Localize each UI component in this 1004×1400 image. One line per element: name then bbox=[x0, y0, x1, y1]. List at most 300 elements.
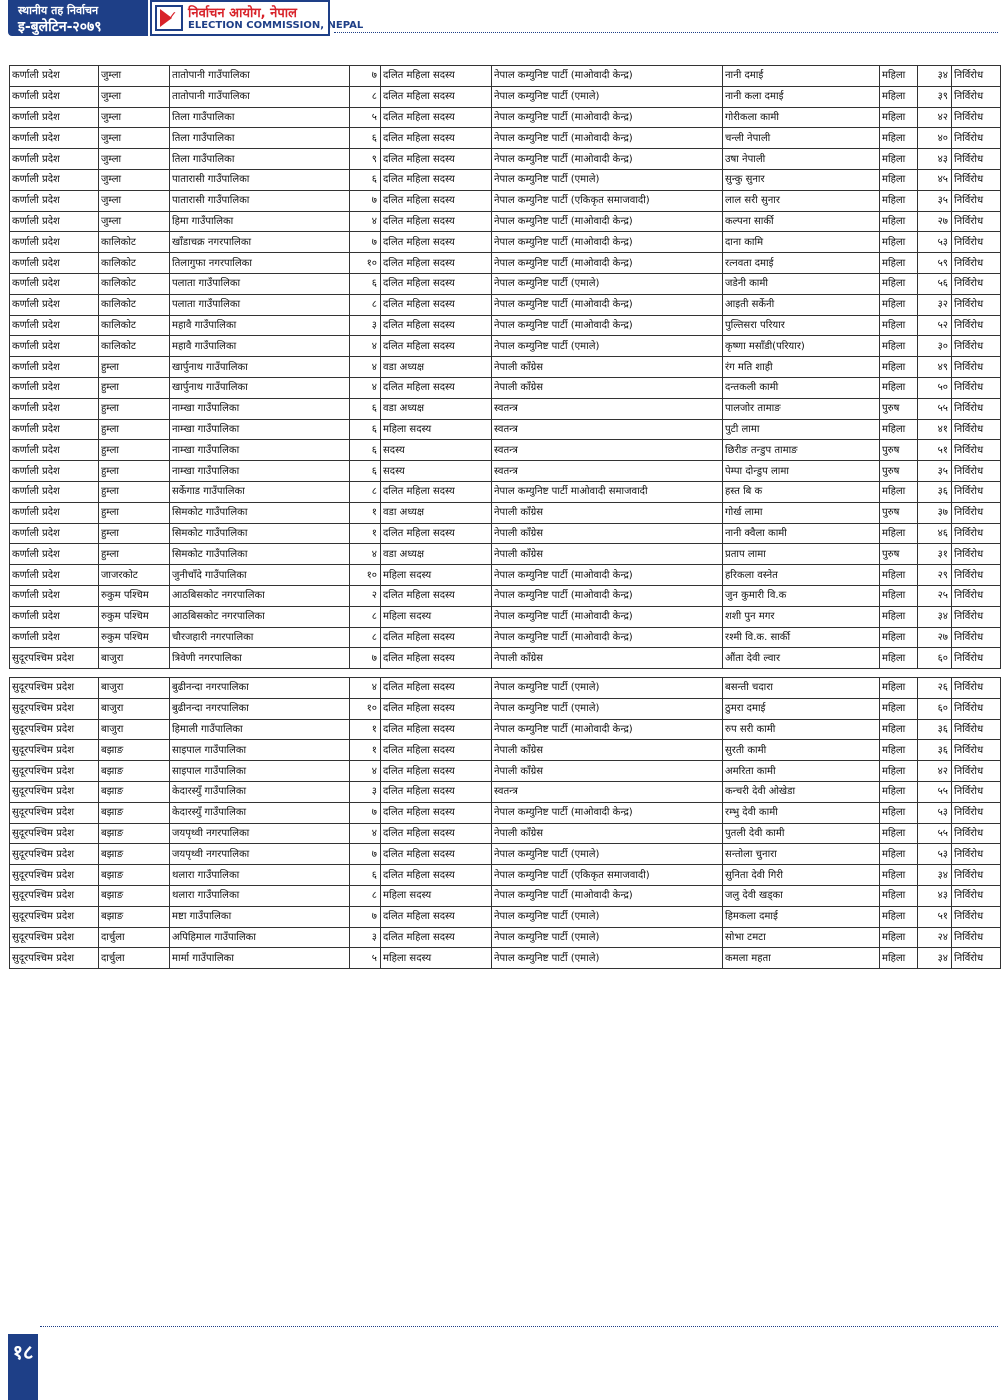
cell-candidate-name: सन्तोला चुनारा bbox=[723, 844, 880, 865]
cell-province: सुदूरपश्चिम प्रदेश bbox=[10, 844, 99, 865]
cell-candidate-name: कल्पना सार्की bbox=[723, 211, 880, 232]
cell-party: नेपाल कम्युनिष्ट पार्टी (माओवादी केन्द्र) bbox=[492, 232, 723, 253]
cell-gender: महिला bbox=[880, 336, 918, 357]
cell-local-level: तिलागुफा नगरपालिका bbox=[170, 253, 350, 274]
cell-gender: महिला bbox=[880, 606, 918, 627]
table-row bbox=[10, 648, 1001, 669]
cell-ward: ४ bbox=[350, 336, 381, 357]
table-row bbox=[10, 419, 1001, 440]
cell-party: नेपाल कम्युनिष्ट पार्टी (एकिकृत समाजवादी) bbox=[492, 190, 723, 211]
cell-age: ३४ bbox=[918, 606, 952, 627]
cell-age: २९ bbox=[918, 565, 952, 586]
cell-gender: महिला bbox=[880, 823, 918, 844]
cell-district: जुम्ला bbox=[99, 66, 170, 87]
cell-gender: महिला bbox=[880, 294, 918, 315]
cell-district: हुम्ला bbox=[99, 440, 170, 461]
cell-party: नेपाल कम्युनिष्ट पार्टी (एमाले) bbox=[492, 948, 723, 969]
cell-result: निर्विरोध bbox=[952, 906, 1001, 927]
cell-gender: महिला bbox=[880, 169, 918, 190]
cell-candidate-name: रंग मति शाही bbox=[723, 357, 880, 378]
cell-gender: महिला bbox=[880, 678, 918, 699]
cell-age: ५१ bbox=[918, 440, 952, 461]
table-row bbox=[10, 502, 1001, 523]
cell-candidate-name: उषा नेपाली bbox=[723, 149, 880, 170]
cell-district: बझाङ bbox=[99, 885, 170, 906]
cell-age: ३० bbox=[918, 336, 952, 357]
cell-post: दलित महिला सदस्य bbox=[381, 698, 492, 719]
cell-local-level: सिमकोट गाउँपालिका bbox=[170, 544, 350, 565]
cell-party: नेपाल कम्युनिष्ट पार्टी (माओवादी केन्द्र) bbox=[492, 211, 723, 232]
cell-province: कर्णाली प्रदेश bbox=[10, 107, 99, 128]
cell-party: नेपाली काँग्रेस bbox=[492, 544, 723, 565]
cell-post: दलित महिला सदस्य bbox=[381, 740, 492, 761]
cell-post: दलित महिला सदस्य bbox=[381, 627, 492, 648]
cell-province: सुदूरपश्चिम प्रदेश bbox=[10, 678, 99, 699]
cell-province: सुदूरपश्चिम प्रदेश bbox=[10, 906, 99, 927]
table-row bbox=[10, 86, 1001, 107]
cell-age: ४२ bbox=[918, 761, 952, 782]
cell-party: नेपाल कम्युनिष्ट पार्टी (माओवादी केन्द्र) bbox=[492, 128, 723, 149]
cell-local-level: खार्पुनाथ गाउँपालिका bbox=[170, 357, 350, 378]
cell-party: स्वतन्त्र bbox=[492, 461, 723, 482]
cell-province: सुदूरपश्चिम प्रदेश bbox=[10, 781, 99, 802]
cell-ward: ६ bbox=[350, 461, 381, 482]
cell-gender: महिला bbox=[880, 523, 918, 544]
cell-age: ३९ bbox=[918, 86, 952, 107]
cell-province: कर्णाली प्रदेश bbox=[10, 377, 99, 398]
cell-candidate-name: नानी कला दमाई bbox=[723, 86, 880, 107]
cell-province: कर्णाली प्रदेश bbox=[10, 169, 99, 190]
cell-party: नेपाली काँग्रेस bbox=[492, 761, 723, 782]
cell-candidate-name: जडेनी कामी bbox=[723, 273, 880, 294]
cell-age: ४५ bbox=[918, 169, 952, 190]
cell-ward: ३ bbox=[350, 315, 381, 336]
cell-local-level: तिला गाउँपालिका bbox=[170, 128, 350, 149]
cell-result: निर्विरोध bbox=[952, 253, 1001, 274]
cell-age: ६० bbox=[918, 698, 952, 719]
cell-province: सुदूरपश्चिम प्रदेश bbox=[10, 740, 99, 761]
cell-party: नेपाल कम्युनिष्ट पार्टी (एमाले) bbox=[492, 678, 723, 699]
cell-district: जुम्ला bbox=[99, 128, 170, 149]
cell-post: दलित महिला सदस्य bbox=[381, 781, 492, 802]
cell-local-level: हिमाली गाउँपालिका bbox=[170, 719, 350, 740]
commission-name-en: ELECTION COMMISSION, NEPAL bbox=[188, 20, 364, 31]
cell-province: कर्णाली प्रदेश bbox=[10, 273, 99, 294]
cell-age: ३४ bbox=[918, 865, 952, 886]
table-row bbox=[10, 781, 1001, 802]
cell-province: सुदूरपश्चिम प्रदेश bbox=[10, 761, 99, 782]
cell-age: ३७ bbox=[918, 502, 952, 523]
cell-local-level: सिमकोट गाउँपालिका bbox=[170, 502, 350, 523]
cell-party: नेपाल कम्युनिष्ट पार्टी (एकिकृत समाजवादी) bbox=[492, 865, 723, 886]
cell-candidate-name: सुन्कु सुनार bbox=[723, 169, 880, 190]
cell-gender: महिला bbox=[880, 627, 918, 648]
cell-post: दलित महिला सदस्य bbox=[381, 107, 492, 128]
cell-district: हुम्ला bbox=[99, 544, 170, 565]
cell-post: दलित महिला सदस्य bbox=[381, 294, 492, 315]
cell-ward: ४ bbox=[350, 211, 381, 232]
cell-party: नेपाल कम्युनिष्ट पार्टी (माओवादी केन्द्र) bbox=[492, 565, 723, 586]
cell-local-level: हिमा गाउँपालिका bbox=[170, 211, 350, 232]
cell-result: निर्विरोध bbox=[952, 502, 1001, 523]
cell-age: ४० bbox=[918, 128, 952, 149]
cell-result: निर्विरोध bbox=[952, 844, 1001, 865]
cell-post: दलित महिला सदस्य bbox=[381, 377, 492, 398]
cell-district: जुम्ला bbox=[99, 149, 170, 170]
cell-province: सुदूरपश्चिम प्रदेश bbox=[10, 948, 99, 969]
cell-candidate-name: जुन कुमारी वि.क bbox=[723, 585, 880, 606]
cell-district: कालिकोट bbox=[99, 315, 170, 336]
cell-province: कर्णाली प्रदेश bbox=[10, 606, 99, 627]
cell-candidate-name: पुल्तिसरा परियार bbox=[723, 315, 880, 336]
cell-ward: ६ bbox=[350, 865, 381, 886]
cell-ward: ८ bbox=[350, 86, 381, 107]
cell-result: निर्विरोध bbox=[952, 107, 1001, 128]
cell-province: कर्णाली प्रदेश bbox=[10, 66, 99, 87]
cell-age: ४९ bbox=[918, 357, 952, 378]
table-row bbox=[10, 927, 1001, 948]
cell-ward: ४ bbox=[350, 544, 381, 565]
cell-result: निर्विरोध bbox=[952, 627, 1001, 648]
cell-post: महिला सदस्य bbox=[381, 565, 492, 586]
cell-province: कर्णाली प्रदेश bbox=[10, 544, 99, 565]
cell-local-level: खाँडाचक्र नगरपालिका bbox=[170, 232, 350, 253]
cell-post: वडा अध्यक्ष bbox=[381, 544, 492, 565]
cell-ward: ७ bbox=[350, 648, 381, 669]
cell-ward: ३ bbox=[350, 781, 381, 802]
cell-district: रुकुम पश्चिम bbox=[99, 585, 170, 606]
results-table-2 bbox=[9, 677, 1001, 969]
page-header bbox=[8, 0, 998, 40]
cell-ward: ४ bbox=[350, 823, 381, 844]
cell-ward: ६ bbox=[350, 398, 381, 419]
table-row bbox=[10, 885, 1001, 906]
cell-district: हुम्ला bbox=[99, 481, 170, 502]
cell-province: कर्णाली प्रदेश bbox=[10, 149, 99, 170]
cell-local-level: पलाता गाउँपालिका bbox=[170, 273, 350, 294]
cell-candidate-name: सुरती कामी bbox=[723, 740, 880, 761]
cell-ward: ५ bbox=[350, 107, 381, 128]
table-row bbox=[10, 565, 1001, 586]
cell-result: निर्विरोध bbox=[952, 294, 1001, 315]
cell-district: हुम्ला bbox=[99, 502, 170, 523]
cell-party: स्वतन्त्र bbox=[492, 781, 723, 802]
cell-candidate-name: पालजोर तामाङ bbox=[723, 398, 880, 419]
cell-result: निर्विरोध bbox=[952, 523, 1001, 544]
cell-age: ४१ bbox=[918, 419, 952, 440]
cell-province: कर्णाली प्रदेश bbox=[10, 336, 99, 357]
cell-age: ३४ bbox=[918, 948, 952, 969]
cell-district: कालिकोट bbox=[99, 336, 170, 357]
cell-result: निर्विरोध bbox=[952, 740, 1001, 761]
cell-party: नेपाल कम्युनिष्ट पार्टी (माओवादी केन्द्र) bbox=[492, 253, 723, 274]
table-row bbox=[10, 948, 1001, 969]
cell-gender: महिला bbox=[880, 802, 918, 823]
cell-age: ४३ bbox=[918, 885, 952, 906]
cell-ward: ८ bbox=[350, 481, 381, 502]
table-row bbox=[10, 398, 1001, 419]
table-row bbox=[10, 232, 1001, 253]
cell-gender: महिला bbox=[880, 585, 918, 606]
cell-candidate-name: कन्चरी देवी ओखेडा bbox=[723, 781, 880, 802]
cell-party: नेपाली काँग्रेस bbox=[492, 823, 723, 844]
cell-province: कर्णाली प्रदेश bbox=[10, 481, 99, 502]
cell-post: वडा अध्यक्ष bbox=[381, 502, 492, 523]
cell-local-level: सर्केगाड गाउँपालिका bbox=[170, 481, 350, 502]
cell-ward: ७ bbox=[350, 802, 381, 823]
cell-ward: ६ bbox=[350, 419, 381, 440]
cell-party: नेपाल कम्युनिष्ट पार्टी (एमाले) bbox=[492, 844, 723, 865]
cell-result: निर्विरोध bbox=[952, 232, 1001, 253]
cell-district: बझाङ bbox=[99, 906, 170, 927]
cell-age: ५२ bbox=[918, 315, 952, 336]
table-row bbox=[10, 377, 1001, 398]
cell-province: कर्णाली प्रदेश bbox=[10, 128, 99, 149]
cell-ward: १० bbox=[350, 565, 381, 586]
cell-age: ६० bbox=[918, 648, 952, 669]
cell-age: ३२ bbox=[918, 294, 952, 315]
cell-gender: महिला bbox=[880, 107, 918, 128]
cell-age: ५३ bbox=[918, 844, 952, 865]
cell-district: बझाङ bbox=[99, 823, 170, 844]
cell-local-level: पातारासी गाउँपालिका bbox=[170, 190, 350, 211]
cell-post: सदस्य bbox=[381, 461, 492, 482]
cell-province: सुदूरपश्चिम प्रदेश bbox=[10, 823, 99, 844]
cell-district: बाजुरा bbox=[99, 648, 170, 669]
table-row bbox=[10, 440, 1001, 461]
cell-local-level: मार्मा गाउँपालिका bbox=[170, 948, 350, 969]
page-number: १८ bbox=[8, 1334, 38, 1400]
cell-gender: महिला bbox=[880, 906, 918, 927]
cell-post: दलित महिला सदस्य bbox=[381, 481, 492, 502]
cell-local-level: आठबिसकोट नगरपालिका bbox=[170, 606, 350, 627]
table-row bbox=[10, 678, 1001, 699]
cell-gender: महिला bbox=[880, 273, 918, 294]
cell-candidate-name: दन्तकली कामी bbox=[723, 377, 880, 398]
cell-age: ३६ bbox=[918, 481, 952, 502]
cell-result: निर्विरोध bbox=[952, 648, 1001, 669]
cell-candidate-name: चन्ली नेपाली bbox=[723, 128, 880, 149]
cell-result: निर्विरोध bbox=[952, 190, 1001, 211]
cell-candidate-name: हस्त बि क bbox=[723, 481, 880, 502]
commission-name-np: निर्वाचन आयोग, नेपाल bbox=[188, 6, 297, 21]
cell-local-level: तिला गाउँपालिका bbox=[170, 149, 350, 170]
cell-ward: ४ bbox=[350, 377, 381, 398]
cell-ward: ४ bbox=[350, 761, 381, 782]
cell-age: २४ bbox=[918, 927, 952, 948]
cell-province: कर्णाली प्रदेश bbox=[10, 461, 99, 482]
cell-local-level: जुनीचाँदे गाउँपालिका bbox=[170, 565, 350, 586]
cell-district: जुम्ला bbox=[99, 190, 170, 211]
cell-party: नेपाल कम्युनिष्ट पार्टी (माओवादी केन्द्र) bbox=[492, 802, 723, 823]
cell-party: स्वतन्त्र bbox=[492, 419, 723, 440]
cell-ward: १० bbox=[350, 698, 381, 719]
results-table-1 bbox=[9, 65, 1001, 669]
cell-result: निर्विरोध bbox=[952, 169, 1001, 190]
cell-gender: महिला bbox=[880, 149, 918, 170]
cell-ward: ८ bbox=[350, 606, 381, 627]
cell-gender: महिला bbox=[880, 315, 918, 336]
cell-party: नेपाल कम्युनिष्ट पार्टी (एमाले) bbox=[492, 273, 723, 294]
table-row bbox=[10, 211, 1001, 232]
cell-result: निर्विरोध bbox=[952, 948, 1001, 969]
cell-ward: १ bbox=[350, 523, 381, 544]
cell-district: दार्चुला bbox=[99, 927, 170, 948]
cell-province: सुदूरपश्चिम प्रदेश bbox=[10, 865, 99, 886]
cell-post: महिला सदस्य bbox=[381, 606, 492, 627]
cell-gender: महिला bbox=[880, 211, 918, 232]
cell-province: सुदूरपश्चिम प्रदेश bbox=[10, 885, 99, 906]
cell-post: महिला सदस्य bbox=[381, 885, 492, 906]
cell-district: कालिकोट bbox=[99, 294, 170, 315]
cell-local-level: तिला गाउँपालिका bbox=[170, 107, 350, 128]
cell-local-level: सिमकोट गाउँपालिका bbox=[170, 523, 350, 544]
cell-party: नेपाली काँग्रेस bbox=[492, 740, 723, 761]
cell-age: ५५ bbox=[918, 823, 952, 844]
cell-candidate-name: सुनिता देवी गिरी bbox=[723, 865, 880, 886]
cell-gender: महिला bbox=[880, 190, 918, 211]
cell-gender: महिला bbox=[880, 86, 918, 107]
cell-ward: १ bbox=[350, 502, 381, 523]
cell-gender: पुरुष bbox=[880, 398, 918, 419]
cell-province: सुदूरपश्चिम प्रदेश bbox=[10, 927, 99, 948]
cell-province: कर्णाली प्रदेश bbox=[10, 315, 99, 336]
cell-district: कालिकोट bbox=[99, 253, 170, 274]
table-row bbox=[10, 107, 1001, 128]
cell-party: स्वतन्त्र bbox=[492, 440, 723, 461]
cell-result: निर्विरोध bbox=[952, 927, 1001, 948]
cell-result: निर्विरोध bbox=[952, 885, 1001, 906]
cell-post: महिला सदस्य bbox=[381, 948, 492, 969]
cell-post: दलित महिला सदस्य bbox=[381, 149, 492, 170]
cell-local-level: थलारा गाउँपालिका bbox=[170, 865, 350, 886]
table-row bbox=[10, 802, 1001, 823]
cell-gender: महिला bbox=[880, 419, 918, 440]
cell-candidate-name: नानी क्वैला कामी bbox=[723, 523, 880, 544]
cell-candidate-name: पुतली देवी कामी bbox=[723, 823, 880, 844]
table-row bbox=[10, 627, 1001, 648]
table-row bbox=[10, 253, 1001, 274]
cell-gender: महिला bbox=[880, 719, 918, 740]
cell-province: कर्णाली प्रदेश bbox=[10, 627, 99, 648]
cell-post: दलित महिला सदस्य bbox=[381, 585, 492, 606]
cell-gender: महिला bbox=[880, 66, 918, 87]
cell-age: ५३ bbox=[918, 802, 952, 823]
table-row bbox=[10, 149, 1001, 170]
cell-party: नेपाल कम्युनिष्ट पार्टी (एमाले) bbox=[492, 698, 723, 719]
cell-candidate-name: हिमकला दमाई bbox=[723, 906, 880, 927]
cell-post: दलित महिला सदस्य bbox=[381, 211, 492, 232]
cell-party: नेपाल कम्युनिष्ट पार्टी माओवादी समाजवादी bbox=[492, 481, 723, 502]
table-row bbox=[10, 128, 1001, 149]
cell-post: दलित महिला सदस्य bbox=[381, 169, 492, 190]
cell-ward: ८ bbox=[350, 627, 381, 648]
cell-age: २७ bbox=[918, 211, 952, 232]
cell-province: कर्णाली प्रदेश bbox=[10, 357, 99, 378]
cell-result: निर्विरोध bbox=[952, 86, 1001, 107]
cell-local-level: मष्टा गाउँपालिका bbox=[170, 906, 350, 927]
cell-ward: ७ bbox=[350, 844, 381, 865]
cell-result: निर्विरोध bbox=[952, 128, 1001, 149]
cell-local-level: जयपृथ्वी नगरपालिका bbox=[170, 823, 350, 844]
cell-post: दलित महिला सदस्य bbox=[381, 761, 492, 782]
table-row bbox=[10, 719, 1001, 740]
cell-local-level: खार्पुनाथ गाउँपालिका bbox=[170, 377, 350, 398]
cell-result: निर्विरोध bbox=[952, 719, 1001, 740]
cell-age: २५ bbox=[918, 585, 952, 606]
cell-result: निर्विरोध bbox=[952, 585, 1001, 606]
cell-result: निर्विरोध bbox=[952, 698, 1001, 719]
cell-ward: १ bbox=[350, 740, 381, 761]
table-row bbox=[10, 190, 1001, 211]
table-row bbox=[10, 606, 1001, 627]
cell-age: २६ bbox=[918, 678, 952, 699]
cell-result: निर्विरोध bbox=[952, 377, 1001, 398]
cell-local-level: साइपाल गाउँपालिका bbox=[170, 761, 350, 782]
cell-candidate-name: नानी दमाई bbox=[723, 66, 880, 87]
bulletin-badge bbox=[8, 0, 148, 36]
cell-age: ४३ bbox=[918, 149, 952, 170]
cell-ward: ४ bbox=[350, 678, 381, 699]
cell-ward: ६ bbox=[350, 128, 381, 149]
cell-post: महिला सदस्य bbox=[381, 419, 492, 440]
cell-ward: ८ bbox=[350, 294, 381, 315]
cell-gender: महिला bbox=[880, 781, 918, 802]
cell-post: दलित महिला सदस्य bbox=[381, 865, 492, 886]
table-row bbox=[10, 66, 1001, 87]
cell-post: दलित महिला सदस्य bbox=[381, 719, 492, 740]
cell-post: दलित महिला सदस्य bbox=[381, 336, 492, 357]
cell-local-level: नाम्खा गाउँपालिका bbox=[170, 398, 350, 419]
cell-age: ५० bbox=[918, 377, 952, 398]
cell-gender: पुरुष bbox=[880, 502, 918, 523]
cell-district: बझाङ bbox=[99, 844, 170, 865]
cell-party: नेपाल कम्युनिष्ट पार्टी (माओवादी केन्द्र) bbox=[492, 627, 723, 648]
cell-district: हुम्ला bbox=[99, 398, 170, 419]
cell-post: दलित महिला सदस्य bbox=[381, 232, 492, 253]
cell-post: दलित महिला सदस्य bbox=[381, 273, 492, 294]
cell-age: ५६ bbox=[918, 273, 952, 294]
cell-party: नेपाली काँग्रेस bbox=[492, 648, 723, 669]
cell-province: कर्णाली प्रदेश bbox=[10, 253, 99, 274]
cell-age: ५५ bbox=[918, 398, 952, 419]
cell-result: निर्विरोध bbox=[952, 678, 1001, 699]
cell-ward: ७ bbox=[350, 66, 381, 87]
cell-ward: ६ bbox=[350, 273, 381, 294]
cell-post: दलित महिला सदस्य bbox=[381, 927, 492, 948]
table-row bbox=[10, 544, 1001, 565]
cell-local-level: नाम्खा गाउँपालिका bbox=[170, 440, 350, 461]
cell-party: नेपाल कम्युनिष्ट पार्टी (एमाले) bbox=[492, 906, 723, 927]
cell-local-level: त्रिवेणी नगरपालिका bbox=[170, 648, 350, 669]
cell-candidate-name: गोर्ख लामा bbox=[723, 502, 880, 523]
cell-province: कर्णाली प्रदेश bbox=[10, 211, 99, 232]
cell-candidate-name: जलु देवी खड्का bbox=[723, 885, 880, 906]
cell-district: हुम्ला bbox=[99, 357, 170, 378]
table-row bbox=[10, 698, 1001, 719]
cell-district: जुम्ला bbox=[99, 86, 170, 107]
cell-candidate-name: पेम्पा दोन्डुप लामा bbox=[723, 461, 880, 482]
cell-party: नेपाल कम्युनिष्ट पार्टी (माओवादी केन्द्र) bbox=[492, 107, 723, 128]
cell-local-level: केदारस्युँ गाउँपालिका bbox=[170, 802, 350, 823]
cell-party: नेपाली काँग्रेस bbox=[492, 357, 723, 378]
cell-ward: ६ bbox=[350, 169, 381, 190]
cell-candidate-name: बसन्ती चदारा bbox=[723, 678, 880, 699]
cell-candidate-name: लाल सरी सुनार bbox=[723, 190, 880, 211]
cell-gender: महिला bbox=[880, 740, 918, 761]
cell-gender: महिला bbox=[880, 885, 918, 906]
cell-ward: १० bbox=[350, 253, 381, 274]
